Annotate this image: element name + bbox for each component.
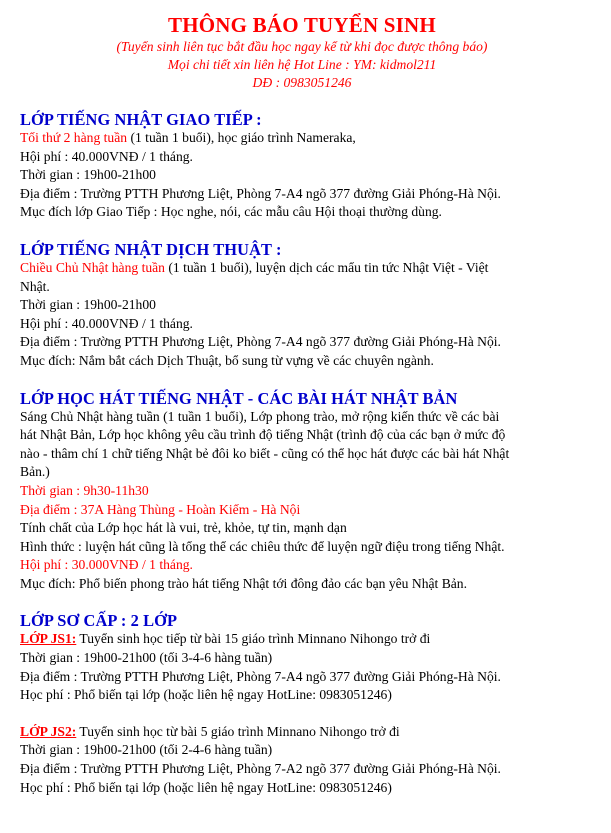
place-line: Địa điểm : Trường PTTH Phương Liệt, Phòng 7-A4 ngõ 377 đường Giải Phóng-Hà Nội. [20, 334, 501, 350]
schedule-text: (1 tuần 1 buổi), luyện dịch các mẩu tin tức Nhật Việt - Việt [164, 259, 489, 275]
section-giao-tiep [20, 110, 611, 222]
class-js2-desc: Tuyển sinh học từ bài 5 giáo trình Minnano Nihongo trở đi [76, 723, 400, 739]
section-title-so-cap: LỚP SƠ CẤP : 2 LỚP [20, 611, 178, 631]
section-title-dich-thuat: LỚP TIẾNG NHẬT DỊCH THUẬT : [20, 239, 282, 259]
purpose-line: Mục đích lớp Giao Tiếp : Học nghe, nói, các mẫu câu Hội thoại thường dùng. [20, 204, 442, 220]
class-js1-desc: Tuyển sinh học tiếp từ bài 15 giáo trình Minnano Nihongo trở đi [76, 631, 431, 647]
section-dich-thuat [20, 240, 611, 371]
class-js2-line [20, 723, 611, 742]
description-line: nào - thâm chí 1 chữ tiếng Nhật bẻ đôi ko biết - cũng có thể học hát được các bài hát Nhật [20, 445, 510, 461]
class-js1-label: LỚP JS1: [20, 631, 77, 647]
schedule-highlight: Chiều Chủ Nhật hàng tuần [20, 259, 165, 275]
schedule-highlight: Tối thứ 2 hàng tuần [20, 130, 128, 145]
time-line: Thời gian : 19h00-21h00 [20, 167, 156, 183]
phone-number: DĐ : 0983051246 [252, 75, 352, 90]
section-hoc-hat [20, 389, 611, 594]
purpose-line: Mục đích: Phổ biến phong trào hát tiếng Nhật tới đông đảo các bạn yêu Nhật Bản. [20, 575, 467, 591]
description-line: Sáng Chủ Nhật hàng tuần (1 tuần 1 buổi), Lớp phong trào, mở rộng kiến thức về các bài [20, 408, 500, 424]
announcement-title: THÔNG BÁO TUYỂN SINH [168, 13, 436, 37]
schedule-line [20, 129, 611, 148]
fee-line: Học phí : Phổ biến tại lớp (hoặc liên hệ ngay HotLine: 0983051246) [20, 779, 392, 795]
announcement-subtitle: (Tuyển sinh liên tục bắt đầu học ngay kể từ khi đọc được thông báo) [116, 39, 488, 54]
fee-line: Hội phí : 40.000VNĐ / 1 tháng. [20, 148, 193, 164]
class-js1-line [20, 630, 611, 649]
section-title-giao-tiep: LỚP TIẾNG NHẬT GIAO TIẾP : [20, 110, 262, 129]
place-line: Địa điểm : Trường PTTH Phương Liệt, Phòng 7-A2 ngõ 377 đường Giải Phóng-Hà Nội. [20, 761, 501, 777]
time-line: Thời gian : 19h00-21h00 (tối 3-4-6 hàng tuần) [20, 650, 273, 666]
time-line: Thời gian : 9h30-11h30 [20, 482, 149, 498]
time-line: Thời gian : 19h00-21h00 (tối 2-4-6 hàng tuần) [20, 742, 273, 758]
format-line: Hình thức : luyện hát cũng là tổng thể các chiêu thức để luyện ngữ điệu trong tiếng Nhật. [20, 538, 505, 554]
purpose-line: Mục đích: Nắm bắt cách Dịch Thuật, bổ sung từ vựng về các chuyên ngành. [20, 352, 434, 368]
schedule-text: (1 tuần 1 buổi), học giáo trình Nameraka, [127, 130, 356, 145]
description-line: hát Nhật Bản, Lớp học không yêu cầu trình độ tiếng Nhật (trình độ của các bạn ở mức độ [20, 427, 506, 443]
description-line: Bản.) [20, 464, 50, 480]
divider-space [20, 705, 611, 723]
nature-line: Tính chất của Lớp học hát là vui, trẻ, khỏe, tự tin, mạnh dạn [20, 520, 347, 536]
fee-line: Hội phí : 40.000VNĐ / 1 tháng. [20, 315, 193, 331]
schedule-line-continued: Nhật. [20, 278, 50, 294]
place-line: Địa điểm : Trường PTTH Phương Liệt, Phòng 7-A4 ngõ 377 đường Giải Phóng-Hà Nội. [20, 668, 501, 684]
time-line: Thời gian : 19h00-21h00 [20, 297, 156, 313]
schedule-line [20, 259, 611, 278]
section-title-hoc-hat: LỚP HỌC HÁT TIẾNG NHẬT - CÁC BÀI HÁT NHẬT BẢN [20, 388, 458, 408]
class-js2-label: LỚP JS2: [20, 723, 77, 739]
fee-line: Học phí : Phổ biến tại lớp (hoặc liên hệ ngay HotLine: 0983051246) [20, 687, 392, 703]
place-line: Địa điểm : Trường PTTH Phương Liệt, Phòng 7-A4 ngõ 377 đường Giải Phóng-Hà Nội. [20, 185, 501, 201]
place-line: Địa điểm : 37A Hàng Thùng - Hoàn Kiếm - Hà Nội [20, 501, 301, 517]
fee-line: Hội phí : 30.000VNĐ / 1 tháng. [20, 557, 193, 573]
section-so-cap [20, 611, 611, 797]
announcement-header [22, 12, 582, 92]
contact-info: Mọi chi tiết xin liên hệ Hot Line : YM: kidmol211 [167, 57, 437, 72]
